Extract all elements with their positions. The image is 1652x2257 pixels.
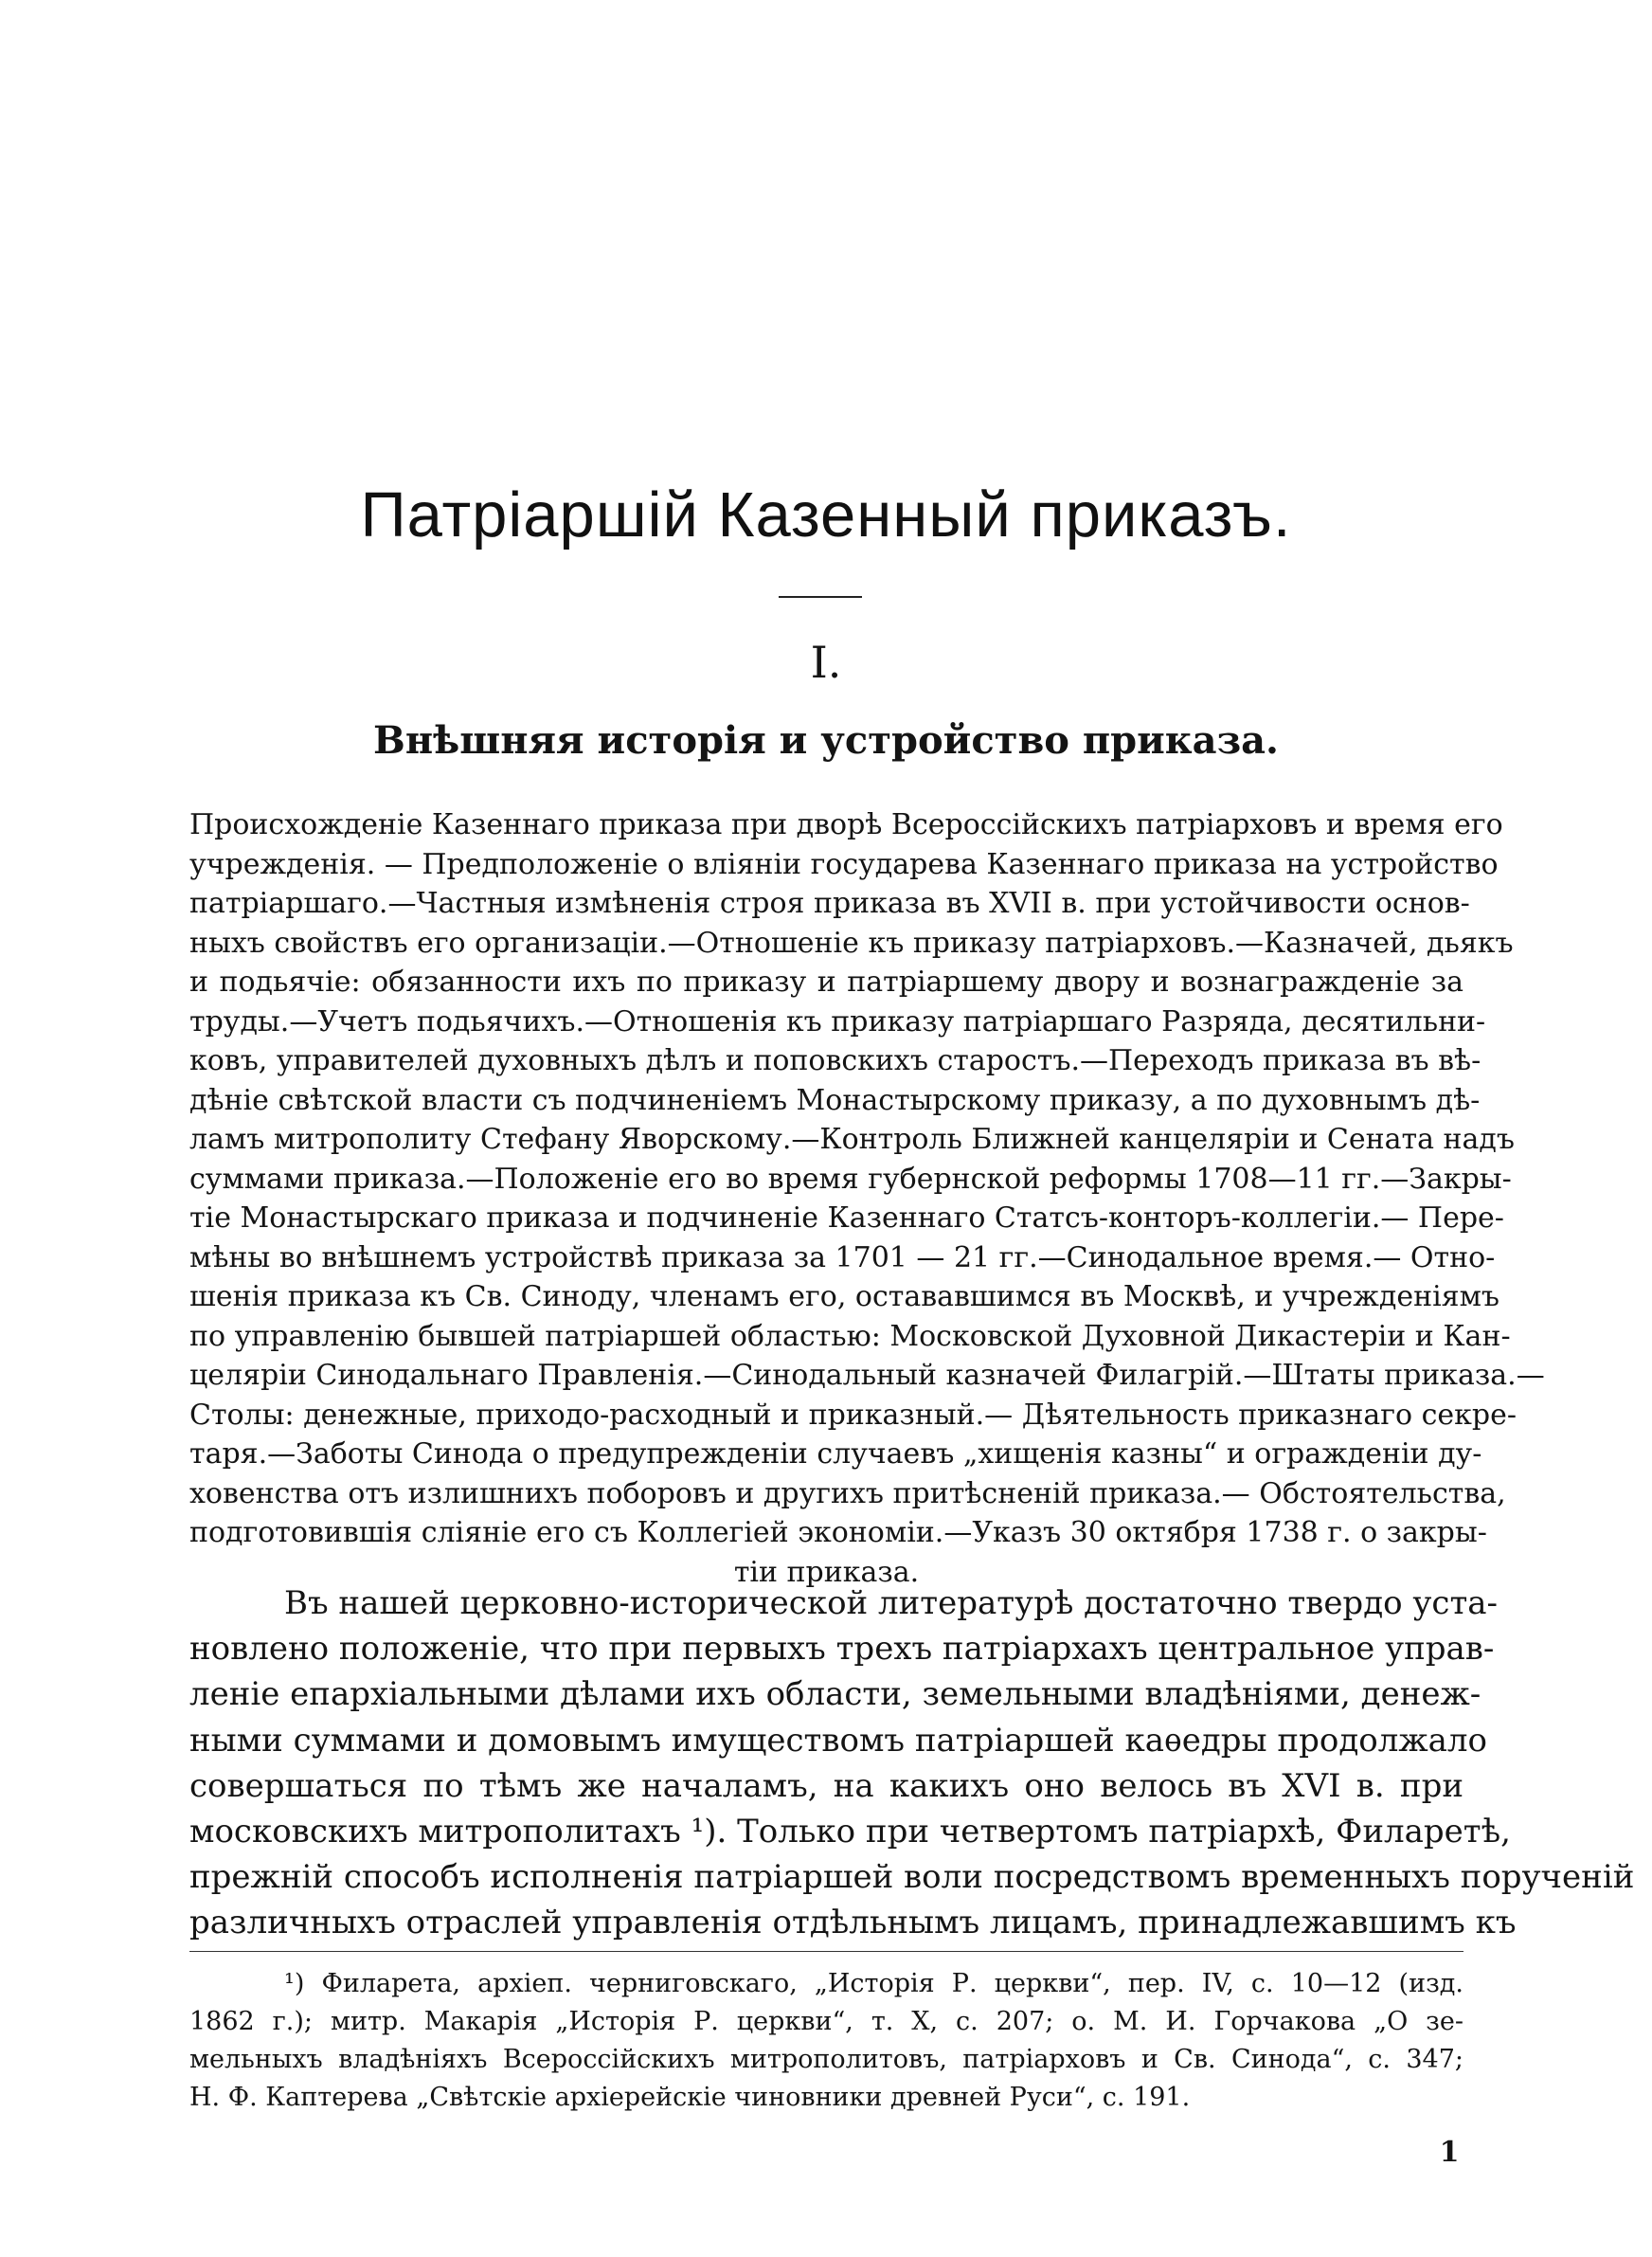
summary-line: Столы: денежные, приходо-расходный и приказный.— Дѣятельность приказнаго секре- [189,1398,1517,1432]
summary-line: целяріи Синодальнаго Правленія.—Синодальный казначей Филагрій.—Штаты приказа.— [189,1359,1545,1392]
summary-line: мѣны во внѣшнемъ устройствѣ приказа за 1701 — 21 гг.—Синодальное время.— Отно- [189,1240,1496,1274]
summary-line: и подьячіе: обязанности ихъ по приказу и патріаршему двору и вознагражденіе за [189,966,1463,999]
footnote-line: 1862 г.); митр. Макарія „Исторія Р. церкви“, т. X, с. 207; о. М. И. Горчакова „О зе- [189,2007,1463,2036]
chapter-title: Внѣшняя исторія и устройство приказа. [373,718,1279,763]
body-paragraph [189,1580,1635,1946]
footnote-line: ¹) Филарета, архіеп. черниговскаго, „Исторія Р. церкви“, пер. IV, с. 10—12 (изд. [284,1969,1463,1998]
summary-line: труды.—Учетъ подьячихъ.—Отношенія къ приказу патріаршаго Разряда, десятильни- [189,1004,1486,1038]
summary-line: Происхожденіе Казеннаго приказа при дворѣ Всероссійскихъ патріарховъ и время его [189,808,1503,841]
body-line: леніе епархіальными дѣлами ихъ области, земельными владѣніями, денеж- [189,1675,1481,1714]
summary-line: ламъ митрополиту Стефану Яворскому.—Контроль Ближней канцеляріи и Сената надъ [189,1123,1515,1156]
body-line: различныхъ отраслей управленія отдѣльнымъ лицамъ, принадлежавшимъ къ [189,1904,1517,1942]
body-line: прежній способъ исполненія патріаршей воли посредствомъ временныхъ порученій [189,1858,1635,1897]
summary-line: тіи приказа. [733,1555,920,1589]
summary-line: дѣніе свѣтской власти съ подчиненіемъ Монастырскому приказу, а по духовнымъ дѣ- [189,1083,1481,1117]
footnote-line: Н. Ф. Каптерева „Свѣтскіе архіерейскіе чиновники древней Руси“, с. 191. [189,2083,1191,2112]
summary-line: ковъ, управителей духовныхъ дѣлъ и поповскихъ старостъ.—Переходъ приказа въ вѣ- [189,1044,1481,1077]
footnotes [189,1965,1463,2117]
summary-line: учрежденія. — Предположеніе о вліяніи государева Казеннаго приказа на устройство [189,847,1499,881]
footnote-line: мельныхъ владѣніяхъ Всероссійскихъ митрополитовъ, патріарховъ и Св. Синода“, с. 347; [189,2045,1463,2074]
body-line: новлено положеніе, что при первыхъ трехъ патріархахъ центральное управ- [189,1630,1495,1669]
page-number: 1 [1439,2136,1460,2169]
footnote-divider [189,1951,1463,1952]
summary-line: шенія приказа къ Св. Синоду, членамъ его, остававшимся въ Москвѣ, и учрежденіямъ [189,1280,1500,1313]
body-line: совершаться по тѣмъ же началамъ, на какихъ оно велось въ XVI в. при [189,1766,1463,1805]
chapter-number: I. [810,637,842,688]
chapter-summary [189,805,1545,1592]
summary-line: тіе Монастырскаго приказа и подчиненіе Казеннаго Статсъ-конторъ-коллегіи.— Пере- [189,1201,1504,1235]
summary-line: таря.—Заботы Синода о предупрежденіи случаевъ „хищенія казны“ и огражденіи ду- [189,1437,1482,1471]
summary-line: ныхъ свойствъ его организаціи.—Отношеніе къ приказу патріарховъ.—Казначей, дьякъ [189,926,1514,960]
summary-line: подготовившія сліяніе его съ Коллегіей экономіи.—Указъ 30 октября 1738 г. о закры- [189,1516,1487,1549]
body-line: Въ нашей церковно-исторической литературѣ достаточно твердо уста- [284,1584,1499,1622]
body-line: ными суммами и домовымъ имуществомъ патріаршей каѳедры продолжало [189,1721,1487,1760]
body-line: московскихъ митрополитахъ ¹). Только при четвертомъ патріархѣ, Филаретѣ, [189,1813,1511,1851]
title-divider [779,596,862,598]
summary-line: патріаршаго.—Частныя измѣненія строя приказа въ XVII в. при устойчивости основ- [189,887,1470,920]
summary-line: суммами приказа.—Положеніе его во время губернской реформы 1708—11 гг.—Закры- [189,1162,1512,1196]
page-title: Патріаршій Казенный приказъ. [360,479,1292,551]
summary-line: ховенства отъ излишнихъ поборовъ и другихъ притѣсненій приказа.— Обстоятельства, [189,1476,1506,1510]
summary-line: по управленію бывшей патріаршей областью: Московской Духовной Дикастеріи и Кан- [189,1319,1511,1353]
